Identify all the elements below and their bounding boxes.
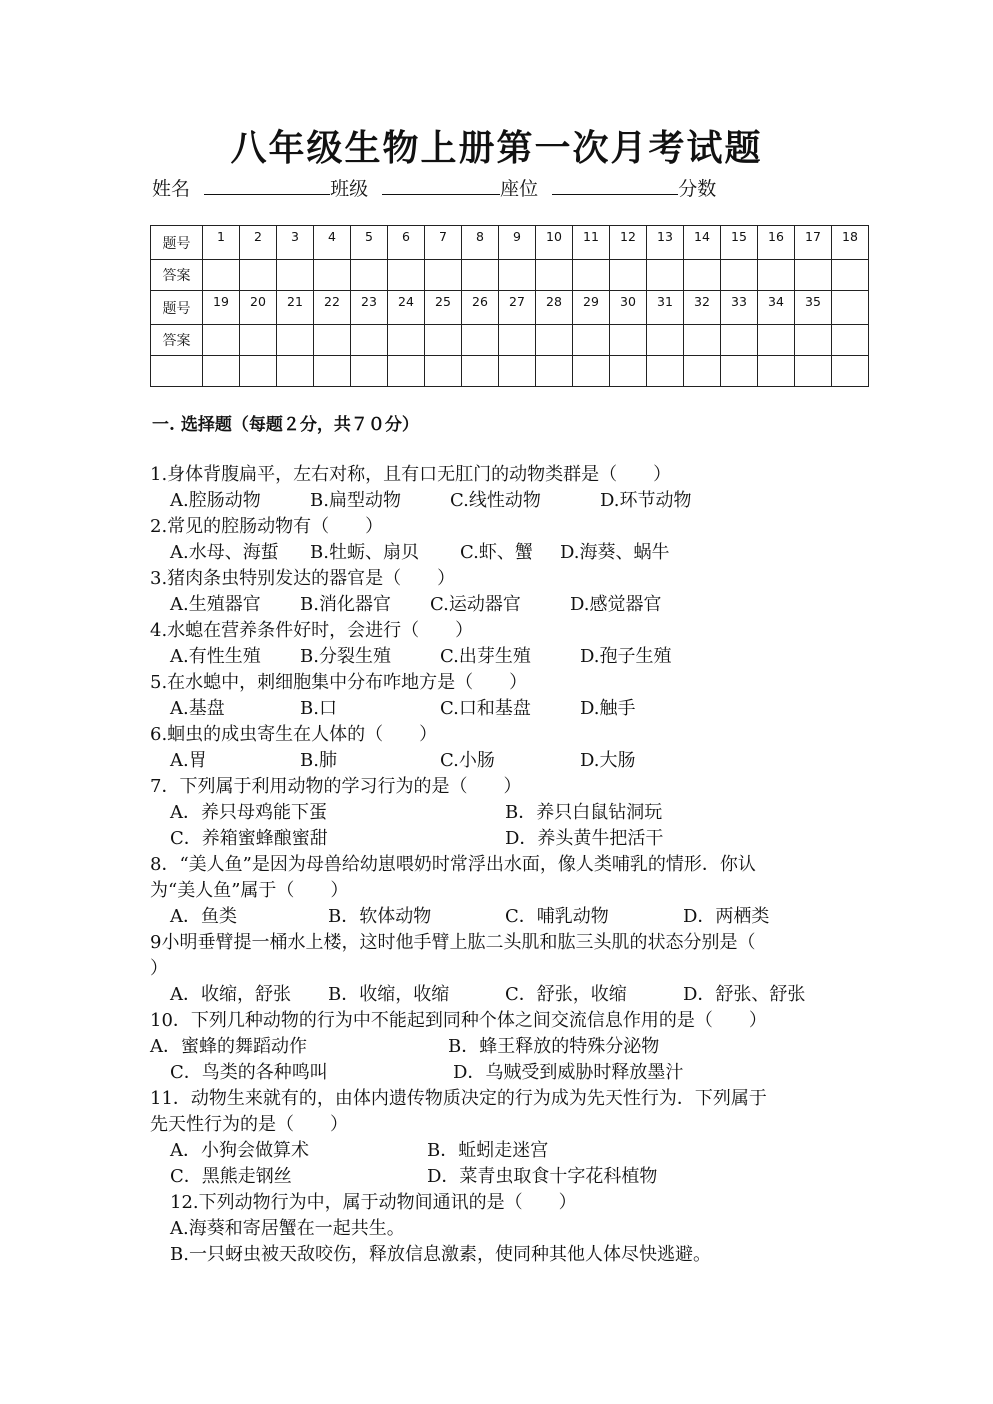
answer-cell[interactable] [573,325,610,356]
question-number: 14 [684,226,721,260]
answer-cell[interactable] [795,356,832,387]
question-stem: 8．“美人鱼”是因为母兽给幼崽喂奶时常浮出水面，像人类哺乳的情形．你认 [150,854,756,875]
answer-cell[interactable] [203,325,240,356]
question-stem: 3.猪肉条虫特别发达的器官是（ ） [150,568,456,589]
option-a[interactable]: A.胃 [170,750,207,771]
question-number: 32 [684,291,721,325]
answer-cell[interactable] [610,356,647,387]
question-stem-continued: ） [150,958,168,979]
question-number: 17 [795,226,832,260]
question-stem-continued: 先天性行为的是（ ） [150,1114,348,1135]
question-options [150,904,850,930]
option-b[interactable]: B.肺 [300,750,337,771]
answer-cell[interactable] [795,260,832,291]
question-number: 28 [536,291,573,325]
option-b[interactable]: B.一只蚜虫被天敌咬伤，释放信息激素，使同种其他人体尽快逃避。 [170,1244,711,1265]
question-number: 18 [832,226,869,260]
question-number: 16 [758,226,795,260]
answer-cell[interactable] [425,356,462,387]
option-a[interactable]: A．收缩，舒张 [170,984,291,1005]
question-stem-continued: 为“美人鱼”属于（ ） [150,880,349,901]
option-c[interactable]: C.小肠 [440,750,495,771]
question-number: 22 [314,291,351,325]
question-options [150,696,850,722]
question-stem: 7．下列属于利用动物的学习行为的是（ ） [150,776,522,797]
answer-cell[interactable] [499,325,536,356]
answer-cell[interactable] [684,356,721,387]
option-a[interactable]: A.生殖器官 [170,594,261,615]
student-info [152,176,716,201]
answer-cell[interactable] [425,260,462,291]
table-row [151,356,869,387]
answer-cell[interactable] [832,325,869,356]
question-number: 29 [573,291,610,325]
answer-cell[interactable] [758,356,795,387]
question-number: 10 [536,226,573,260]
question-number: 20 [240,291,277,325]
option-c[interactable]: C.线性动物 [450,490,541,511]
answer-cell[interactable] [573,260,610,291]
question-stem: 11．动物生来就有的，由体内遗传物质决定的行为成为先天性行为．下列属于 [150,1088,767,1109]
answer-cell[interactable] [277,325,314,356]
answer-cell[interactable] [721,325,758,356]
option-d[interactable]: D.海葵、蜗牛 [560,542,670,563]
class-blank[interactable] [382,176,500,195]
answer-cell[interactable] [240,325,277,356]
class-label: 班级 [330,178,369,200]
answer-cell[interactable] [425,325,462,356]
option-b[interactable]: B．蚯蚓走迷宫 [427,1140,549,1161]
option-b[interactable]: B．软体动物 [328,906,432,927]
answer-cell[interactable] [499,356,536,387]
option-c[interactable]: C．舒张，收缩 [505,984,627,1005]
question-stem: 5.在水螅中，刺细胞集中分布咋地方是（ ） [150,672,528,693]
option-a[interactable]: A.海葵和寄居蟹在一起共生。 [170,1218,405,1239]
answer-cell[interactable] [351,260,388,291]
answer-cell[interactable] [462,325,499,356]
question-options [150,826,850,852]
option-c[interactable]: C．黑熊走钢丝 [170,1166,292,1187]
option-b[interactable]: B.口 [300,698,337,719]
table-row [151,260,869,291]
option-a[interactable]: A．养只母鸡能下蛋 [170,802,327,823]
question-number: 4 [314,226,351,260]
name-blank[interactable] [204,176,330,195]
answer-cell[interactable] [573,356,610,387]
answer-cell[interactable] [832,260,869,291]
section-heading: 一. 选择题（每题２分，共７０分） [152,415,419,435]
question-number: 5 [351,226,388,260]
option-a[interactable]: A.腔肠动物 [170,490,261,511]
answer-cell[interactable] [203,260,240,291]
option-c[interactable]: C.口和基盘 [440,698,531,719]
question-stem: 9小明垂臂提一桶水上楼，这时他手臂上肱二头肌和肱三头肌的状态分别是（ [150,932,756,953]
question-stem: 6.蛔虫的成虫寄生在人体的（ ） [150,724,438,745]
answer-cell[interactable] [314,260,351,291]
question-number: 9 [499,226,536,260]
option-a[interactable]: A.基盘 [170,698,225,719]
answer-cell[interactable] [277,260,314,291]
question-number: 2 [240,226,277,260]
answer-cell[interactable] [462,260,499,291]
question-number: 3 [277,226,314,260]
question-options [150,488,850,514]
question-options [150,800,850,826]
seat-label: 座位 [500,178,539,200]
question-stem: 2.常见的腔肠动物有（ ） [150,516,384,537]
answer-label: 答案 [151,260,203,291]
question-number: 19 [203,291,240,325]
question-stem: 12.下列动物行为中，属于动物间通讯的是（ ） [170,1192,577,1213]
answer-cell[interactable] [240,260,277,291]
answer-cell[interactable] [647,325,684,356]
option-b[interactable]: B．养只白鼠钻洞玩 [505,802,663,823]
answer-cell[interactable] [610,325,647,356]
question-number: 35 [795,291,832,325]
question-options [150,1060,850,1086]
option-b[interactable]: B.牡蛎、扇贝 [310,542,419,563]
option-d[interactable]: D.触手 [580,698,636,719]
question-options [150,982,850,1008]
answer-cell[interactable] [351,356,388,387]
question-list [150,462,850,1268]
answer-cell[interactable] [499,260,536,291]
option-b[interactable]: B．收缩，收缩 [328,984,450,1005]
question-number: 21 [277,291,314,325]
question-number: 24 [388,291,425,325]
seat-blank[interactable] [552,176,678,195]
option-a[interactable]: A．蜜蜂的舞蹈动作 [150,1036,307,1057]
question-number: 7 [425,226,462,260]
answer-cell[interactable] [388,356,425,387]
option-d[interactable]: D．菜青虫取食十字花科植物 [427,1166,658,1187]
exam-title: 八年级生物上册第一次月考试题 [230,127,763,169]
answer-cell[interactable] [647,260,684,291]
question-options [150,540,850,566]
answer-cell[interactable] [647,356,684,387]
question-number: 11 [573,226,610,260]
question-number-label: 题号 [151,291,203,325]
option-c[interactable]: C．养箱蜜蜂酿蜜甜 [170,828,328,849]
table-row [151,291,869,325]
name-label: 姓名 [152,178,191,200]
option-d[interactable]: D．乌贼受到威胁时释放墨汁 [453,1062,684,1083]
answer-cell[interactable] [351,325,388,356]
answer-cell[interactable] [536,260,573,291]
answer-cell[interactable] [314,356,351,387]
question-number-label: 题号 [151,226,203,260]
question-stem: 1.身体背腹扁平，左右对称，且有口无肛门的动物类群是（ ） [150,464,672,485]
question-options [150,1164,850,1190]
question-number: 31 [647,291,684,325]
question-number: 33 [721,291,758,325]
answer-label: 答案 [151,325,203,356]
answer-cell[interactable] [462,356,499,387]
question-number: 1 [203,226,240,260]
table-row [151,325,869,356]
question-options [150,592,850,618]
option-c[interactable]: C.出芽生殖 [440,646,531,667]
option-d[interactable]: D.孢子生殖 [580,646,672,667]
option-d[interactable]: D．舒张、舒张 [683,984,806,1005]
question-options [150,644,850,670]
option-a[interactable]: A．鱼类 [170,906,237,927]
score-label: 分数 [678,178,717,200]
option-b[interactable]: B.分裂生殖 [300,646,391,667]
option-b[interactable]: B.扁型动物 [310,490,401,511]
option-a[interactable]: A．小狗会做算术 [170,1140,309,1161]
table-row [151,226,869,260]
answer-cell[interactable] [203,356,240,387]
answer-cell[interactable] [277,356,314,387]
answer-cell[interactable] [388,260,425,291]
answer-cell[interactable] [314,325,351,356]
answer-cell[interactable] [684,325,721,356]
option-c[interactable]: C.虾、蟹 [460,542,533,563]
question-number: 30 [610,291,647,325]
option-c[interactable]: C．哺乳动物 [505,906,609,927]
answer-cell[interactable] [240,356,277,387]
question-stem: 10．下列几种动物的行为中不能起到同种个体之间交流信息作用的是（ ） [150,1010,767,1031]
question-number: 25 [425,291,462,325]
answer-cell[interactable] [832,356,869,387]
answer-cell[interactable] [758,325,795,356]
option-d[interactable]: D.感觉器官 [570,594,662,615]
question-number: 27 [499,291,536,325]
question-number: 8 [462,226,499,260]
answer-cell[interactable] [388,325,425,356]
question-number: 34 [758,291,795,325]
answer-cell[interactable] [684,260,721,291]
question-options [150,1138,850,1164]
option-d[interactable]: D．两栖类 [683,906,770,927]
option-a[interactable]: A.水母、海蜇 [170,542,279,563]
option-a[interactable]: A.有性生殖 [170,646,261,667]
answer-cell[interactable] [721,356,758,387]
answer-cell[interactable] [721,260,758,291]
question-number: 6 [388,226,425,260]
answer-cell[interactable] [795,325,832,356]
question-number [832,291,869,325]
question-number: 13 [647,226,684,260]
question-number: 26 [462,291,499,325]
option-c[interactable]: C.运动器官 [430,594,521,615]
answer-cell[interactable] [610,260,647,291]
answer-cell[interactable] [536,325,573,356]
question-number: 12 [610,226,647,260]
answer-table [150,225,869,387]
option-d[interactable]: D.大肠 [580,750,636,771]
empty-cell [151,356,203,387]
option-d[interactable]: D.环节动物 [600,490,692,511]
option-b[interactable]: B．蜂王释放的特殊分泌物 [448,1036,660,1057]
question-options [150,748,850,774]
option-d[interactable]: D．养头黄牛把活干 [505,828,664,849]
question-number: 23 [351,291,388,325]
option-c[interactable]: C．鸟类的各种鸣叫 [170,1062,328,1083]
question-options [150,1034,850,1060]
question-number: 15 [721,226,758,260]
option-b[interactable]: B.消化器官 [300,594,391,615]
question-stem: 4.水螅在营养条件好时，会进行（ ） [150,620,474,641]
answer-cell[interactable] [758,260,795,291]
answer-cell[interactable] [536,356,573,387]
